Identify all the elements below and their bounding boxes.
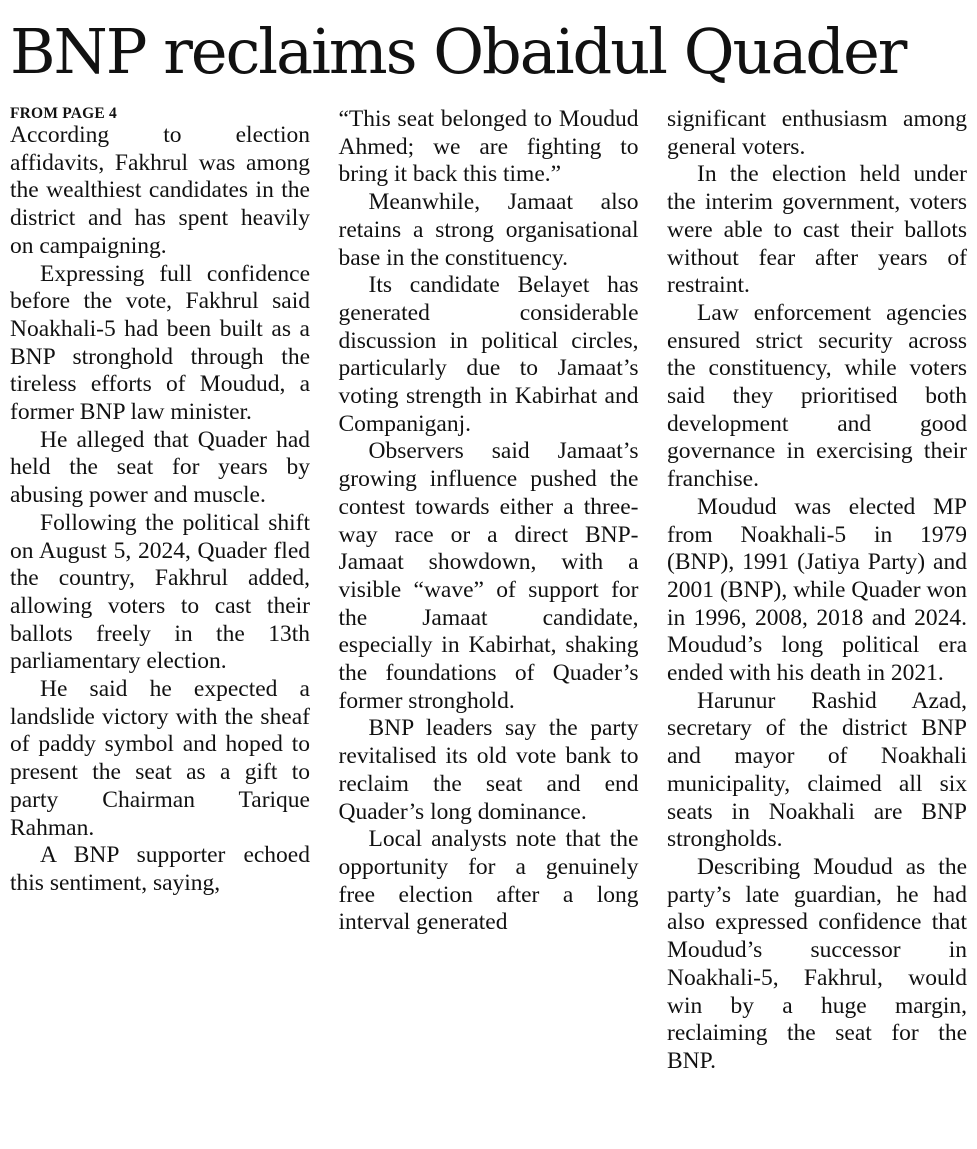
article-column-2 <box>339 106 639 1076</box>
paragraph: Law enforcement agencies ensured strict security across the constituency, while voters said they prioritised both development and good governance in exercising their franchise. <box>667 299 967 493</box>
paragraph: Harunur Rashid Azad, secretary of the district BNP and mayor of Noakhali municipality, claimed all six seats in Noakhali are BNP strongholds. <box>667 687 967 853</box>
article-columns <box>10 106 967 1076</box>
paragraph: According to election affidavits, Fakhrul was among the wealthiest candidates in the district and has spent heavily on campaigning. <box>10 122 310 259</box>
paragraph: Moudud was elected MP from Noakhali-5 in 1979 (BNP), 1991 (Jatiya Party) and 2001 (BNP), while Quader won in 1996, 2008, 2018 and 2024. Moudud’s long political era ended with his death in 2021. <box>667 493 967 687</box>
paragraph: Following the political shift on August 5, 2024, Quader fled the country, Fakhrul added, allowing voters to cast their ballots freely in the 13th parliamentary election. <box>10 509 310 675</box>
paragraph: “This seat belonged to Moudud Ahmed; we are fighting to bring it back this time.” <box>338 106 639 188</box>
paragraph: Describing Moudud as the party’s late guardian, he had also expressed confidence that Moudud’s successor in Noakhali-5, Fakhrul, would win by a huge margin, reclaiming the seat for the BNP. <box>667 853 967 1074</box>
paragraph: Meanwhile, Jamaat also retains a strong organisational base in the constituency. <box>338 189 639 271</box>
paragraph: Local analysts note that the opportunity for a genuinely free election after a long interval generated <box>338 826 639 936</box>
headline: BNP reclaims Obaidul Quader <box>10 15 906 88</box>
article-column-3 <box>667 106 967 1076</box>
article-column-1 <box>10 106 310 1076</box>
paragraph: Expressing full confidence before the vote, Fakhrul said Noakhali-5 had been built as a BNP stronghold through the tireless efforts of Moudud, a former BNP law minister. <box>10 260 310 426</box>
paragraph: BNP leaders say the party revitalised its old vote bank to reclaim the seat and end Quader’s long dominance. <box>338 715 639 825</box>
paragraph: In the election held under the interim government, voters were able to cast their ballots without fear after years of restraint. <box>667 161 967 299</box>
continuation-kicker: FROM PAGE 4 <box>10 105 117 122</box>
paragraph: Observers said Jamaat’s growing influence pushed the contest towards either a three-way race or a direct BNP-Jamaat showdown, with a visible “wave” of support for the Jamaat candidate, especially in Kabirhat, shaking the foundations of Quader’s former stronghold. <box>338 438 639 714</box>
paragraph: He said he expected a landslide victory with the sheaf of paddy symbol and hoped to present the seat as a gift to party Chairman Tarique Rahman. <box>10 676 310 841</box>
paragraph: significant enthusiasm among general voters. <box>667 106 967 160</box>
paragraph: He alleged that Quader had held the seat for years by abusing power and muscle. <box>10 426 310 509</box>
paragraph: A BNP supporter echoed this sentiment, saying, <box>10 842 310 896</box>
paragraph: Its candidate Belayet has generated considerable discussion in political circles, particularly due to Jamaat’s voting strength in Kabirhat and Companiganj. <box>338 272 639 437</box>
